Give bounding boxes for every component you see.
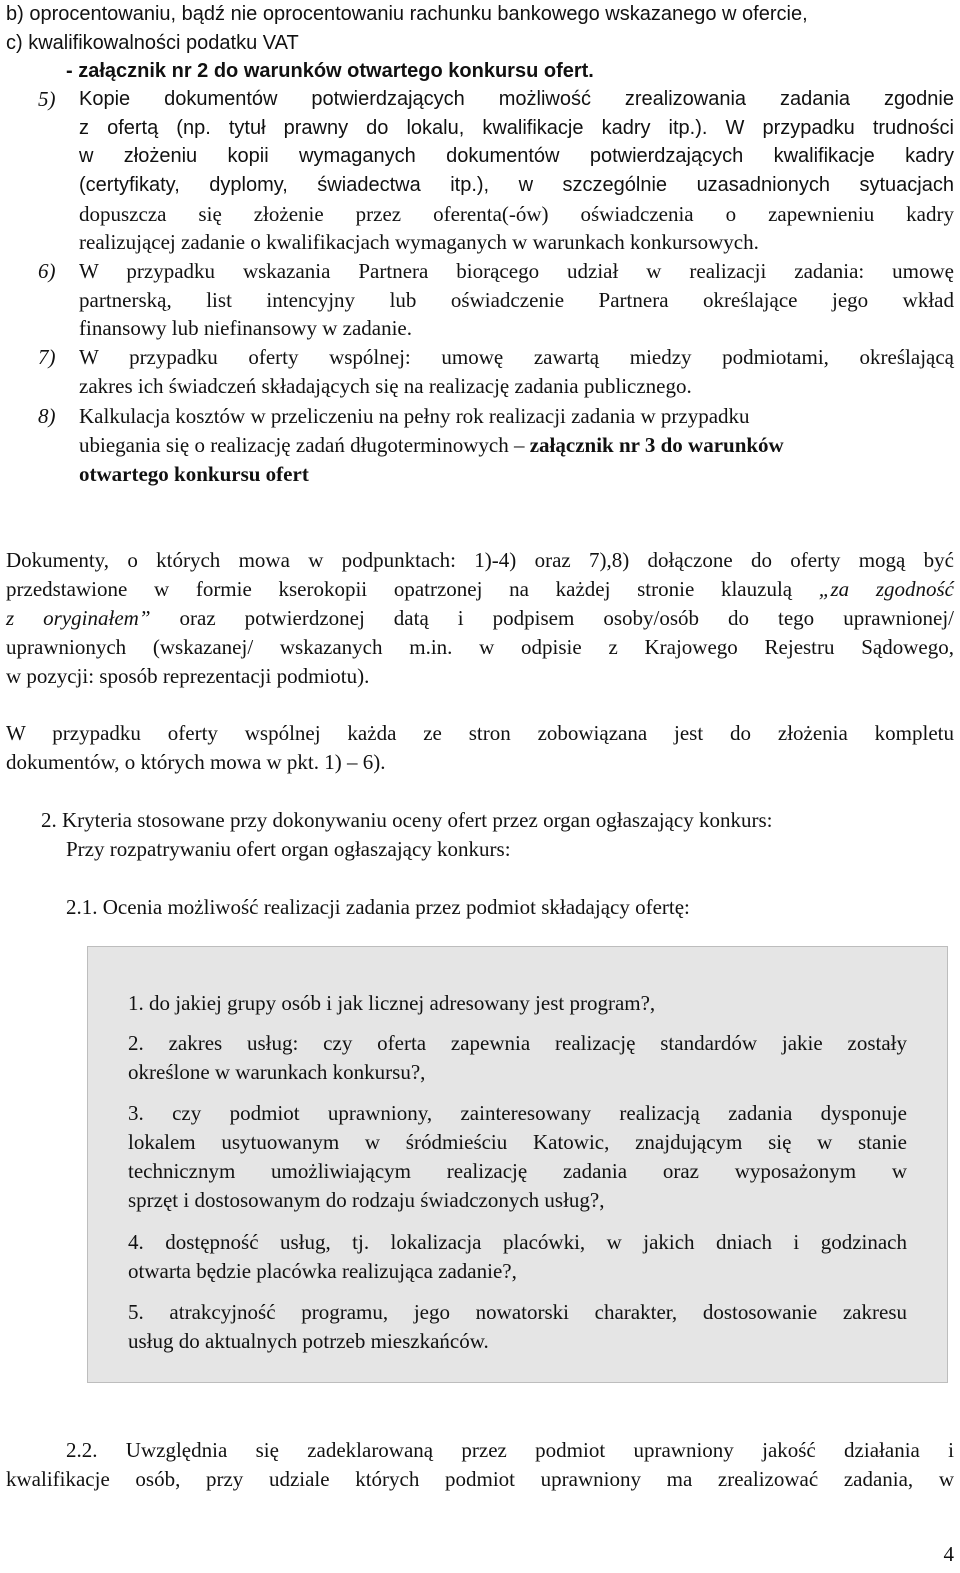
item-5-line-5: dopuszcza się złożenie przez oferenta(-ów) oświadczenia o zapewnieniu kadry xyxy=(79,202,954,226)
item-7-line-1: W przypadku oferty wspólnej: umowę zawartą miedzy podmiotami, określającą xyxy=(79,345,954,369)
para-1-line-3 xyxy=(6,604,954,633)
criterion-3-line-3: technicznym umożliwiającym realizację zadania oraz wyposażonym w xyxy=(128,1159,907,1183)
item-6-line-2: partnerską, list intencyjny lub oświadczenie Partnera określające jego wkład xyxy=(79,288,954,312)
item-5-line-6: realizującej zadanie o kwalifikacjach wymaganych w warunkach konkursowych. xyxy=(79,230,759,254)
item-5-line-2: z ofertą (np. tytuł prawny do lokalu, kwalifikacje kadry itp.). W przypadku trudności xyxy=(79,117,954,139)
item-6-number: 6) xyxy=(38,259,56,283)
criterion-3-line-4: sprzęt i dostosowanym do rodzaju świadczonych usług?, xyxy=(128,1188,605,1212)
criterion-2-line-1: 2. zakres usług: czy oferta zapewnia realizację standardów jakie zostały xyxy=(128,1031,907,1055)
page-number: 4 xyxy=(943,1542,954,1566)
criterion-4-line-1: 4. dostępność usług, tj. lokalizacja placówki, w jakich dniach i godzinach xyxy=(128,1230,907,1254)
section-2-2-line-2: kwalifikacje osób, przy udziale których podmiot uprawniony ma zrealizować zadania, w xyxy=(6,1467,954,1491)
criteria-box xyxy=(87,946,948,1383)
clause-quote-end: z oryginałem” xyxy=(6,606,151,630)
para-2-line-2: dokumentów, o których mowa w pkt. 1) – 6). xyxy=(6,750,386,774)
section-2-heading: 2. Kryteria stosowane przy dokonywaniu oceny ofert przez organ ogłaszający konkurs: xyxy=(41,808,773,832)
para-1-line-4: uprawnionych (wskazanej/ wskazanych m.in. w odpisie z Krajowego Rejestru Sądowego, xyxy=(6,635,954,659)
clause-quote-start: „za zgodność xyxy=(818,577,954,601)
item-8-line-2 xyxy=(79,431,954,460)
section-2-subheading: Przy rozpatrywaniu ofert organ ogłaszający konkurs: xyxy=(66,837,511,861)
criterion-4-line-2: otwarta będzie placówka realizująca zadanie?, xyxy=(128,1259,517,1283)
line-c: c) kwalifikowalności podatku VAT xyxy=(6,32,299,54)
para-1-line-2 xyxy=(6,575,954,604)
attachment-3-reference: załącznik nr 3 do warunków xyxy=(529,433,784,457)
section-2-1-heading: 2.1. Ocenia możliwość realizacji zadania przez podmiot składający ofertę: xyxy=(66,895,690,919)
criterion-5-line-2: usług do aktualnych potrzeb mieszkańców. xyxy=(128,1329,489,1353)
line-b: b) oprocentowaniu, bądź nie oprocentowaniu rachunku bankowego wskazanego w ofercie, xyxy=(6,3,808,25)
item-5-line-1: Kopie dokumentów potwierdzających możliwość zrealizowania zadania zgodnie xyxy=(79,88,954,110)
item-5-number: 5) xyxy=(38,87,56,111)
item-8-number: 8) xyxy=(38,404,56,428)
criterion-3-line-2: lokalem usytuowanym w śródmieściu Katowic, znajdującym się w stanie xyxy=(128,1130,907,1154)
para-1-line-5: w pozycji: sposób reprezentacji podmiotu). xyxy=(6,664,370,688)
item-7-line-2: zakres ich świadczeń składających się na realizację zadania publicznego. xyxy=(79,374,692,398)
item-8-line-2-text: ubiegania się o realizację zadań długoterminowych – xyxy=(79,433,530,457)
criterion-3-line-1: 3. czy podmiot uprawniony, zainteresowany realizacją zadania dysponuje xyxy=(128,1101,907,1125)
item-8-line-1: Kalkulacja kosztów w przeliczeniu na pełny rok realizacji zadania w przypadku xyxy=(79,404,750,428)
para-1-line-3-text: oraz potwierdzonej datą i podpisem osoby/osób do tego uprawnionej/ xyxy=(150,606,954,630)
item-6-line-1: W przypadku wskazania Partnera biorącego udział w realizacji zadania: umowę xyxy=(79,259,954,283)
item-5-line-4: (certyfikaty, dyplomy, świadectwa itp.), w szczególnie uzasadnionych sytuacjach xyxy=(79,174,954,196)
criterion-1: 1. do jakiej grupy osób i jak licznej adresowany jest program?, xyxy=(128,991,656,1015)
item-6-line-3: finansowy lub niefinansowy w zadanie. xyxy=(79,316,412,340)
criterion-5-line-1: 5. atrakcyjność programu, jego nowatorski charakter, dostosowanie zakresu xyxy=(128,1300,907,1324)
item-5-line-3: w złożeniu kopii wymaganych dokumentów potwierdzających kwalifikacje kadry xyxy=(79,145,954,167)
para-2-line-1: W przypadku oferty wspólnej każda ze stron zobowiązana jest do złożenia kompletu xyxy=(6,721,954,745)
para-1-line-1: Dokumenty, o których mowa w podpunktach: 1)-4) oraz 7),8) dołączone do oferty mogą być xyxy=(6,548,954,572)
para-1-line-2-text: przedstawione w formie kserokopii opatrzonej na każdej stronie klauzulą xyxy=(6,577,819,601)
criterion-2-line-2: określone w warunkach konkursu?, xyxy=(128,1060,426,1084)
item-8-line-3: otwartego konkursu ofert xyxy=(79,462,309,486)
attachment-2-line: - załącznik nr 2 do warunków otwartego konkursu ofert. xyxy=(66,60,594,82)
item-7-number: 7) xyxy=(38,345,56,369)
section-2-2-line-1: 2.2. Uwzględnia się zadeklarowaną przez podmiot uprawniony jakość działania i xyxy=(66,1438,954,1462)
